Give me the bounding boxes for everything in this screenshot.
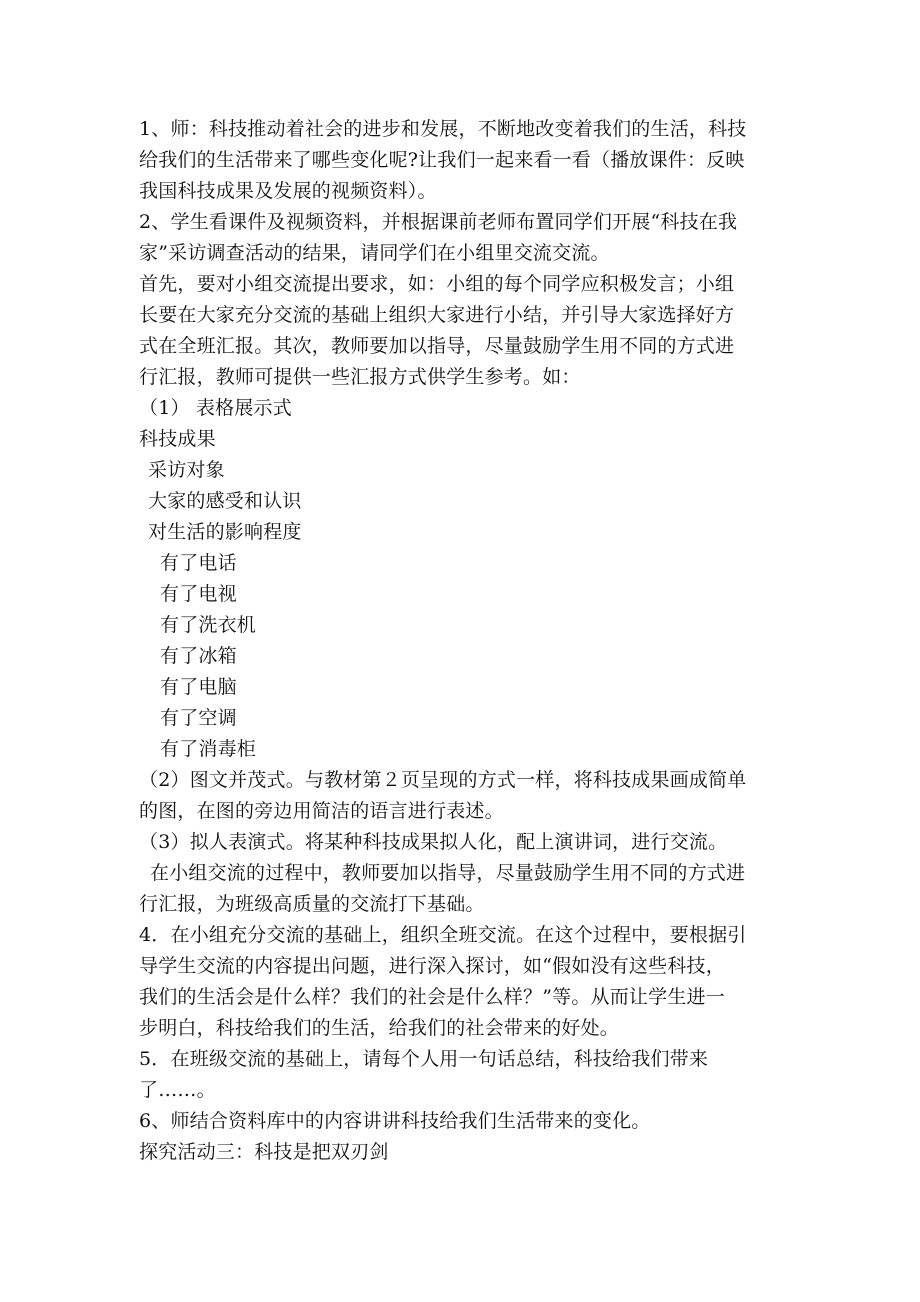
paragraph-line: 1、师：科技推动着社会的进步和发展，不断地改变着我们的生活，科技 xyxy=(139,118,747,140)
table-column-header: 科技成果 xyxy=(139,428,216,450)
paragraph-line: 在小组交流的过程中，教师要加以指导，尽量鼓励学生用不同的方式进 xyxy=(150,862,746,884)
paragraph-line: （3）拟人表演式。将某种科技成果拟人化，配上演讲词，进行交流。 xyxy=(139,831,728,853)
table-column-header: 采访对象 xyxy=(148,459,225,481)
table-column-header: 大家的感受和认识 xyxy=(148,490,302,512)
table-cell: 有了消毒柜 xyxy=(160,738,257,760)
paragraph-line: （2）图文并茂式。与教材第２页呈现的方式一样，将科技成果画成简单 xyxy=(139,769,747,791)
paragraph-line: 6、师结合资料库中的内容讲讲科技给我们生活带来的变化。 xyxy=(139,1110,651,1132)
document-body xyxy=(139,114,789,1168)
table-cell: 有了电脑 xyxy=(160,676,237,698)
paragraph-line: 导学生交流的内容提出问题，进行深入探讨，如“假如没有这些科技， xyxy=(139,955,725,977)
paragraph-line: 首先，要对小组交流提出要求，如：小组的每个同学应积极发言；小组 xyxy=(139,273,735,295)
section-heading: 探究活动三：科技是把双刃剑 xyxy=(139,1141,389,1163)
table-cell: 有了冰箱 xyxy=(160,645,237,667)
paragraph-line: 了……。 xyxy=(139,1079,216,1101)
paragraph-line: 4．在小组充分交流的基础上，组织全班交流。在这个过程中，要根据引 xyxy=(139,924,747,946)
paragraph-line: 步明白，科技给我们的生活，给我们的社会带来的好处。 xyxy=(139,1017,620,1039)
paragraph-line: 的图，在图的旁边用简洁的语言进行表述。 xyxy=(139,800,504,822)
paragraph-line: 2、学生看课件及视频资料，并根据课前老师布置同学们开展“科技在我 xyxy=(139,211,738,233)
table-cell: 有了电话 xyxy=(160,552,237,574)
table-cell: 有了洗衣机 xyxy=(160,614,257,636)
paragraph-line: 长要在大家充分交流的基础上组织大家进行小结，并引导大家选择好方 xyxy=(139,304,735,326)
paragraph-line: 给我们的生活带来了哪些变化呢?让我们一起来看一看（播放课件：反映 xyxy=(139,149,745,171)
paragraph-line: 行汇报，教师可提供一些汇报方式供学生参考。如： xyxy=(139,366,581,388)
paragraph-line: 式在全班汇报。其次，教师要加以指导，尽量鼓励学生用不同的方式进 xyxy=(139,335,735,357)
table-column-header: 对生活的影响程度 xyxy=(148,521,302,543)
paragraph-line: 5．在班级交流的基础上，请每个人用一句话总结，科技给我们带来 xyxy=(139,1048,709,1070)
paragraph-line: 我们的生活会是什么样？我们的社会是什么样？”等。从而让学生进一 xyxy=(139,986,725,1008)
paragraph-line: 行汇报，为班级高质量的交流打下基础。 xyxy=(139,893,485,915)
paragraph-line: 我国科技成果及发展的视频资料）。 xyxy=(139,180,437,202)
section-heading: （1） 表格展示式 xyxy=(139,397,292,419)
table-cell: 有了电视 xyxy=(160,583,237,605)
paragraph-line: 家”采访调查活动的结果，请同学们在小组里交流交流。 xyxy=(139,242,610,264)
table-cell: 有了空调 xyxy=(160,707,237,729)
